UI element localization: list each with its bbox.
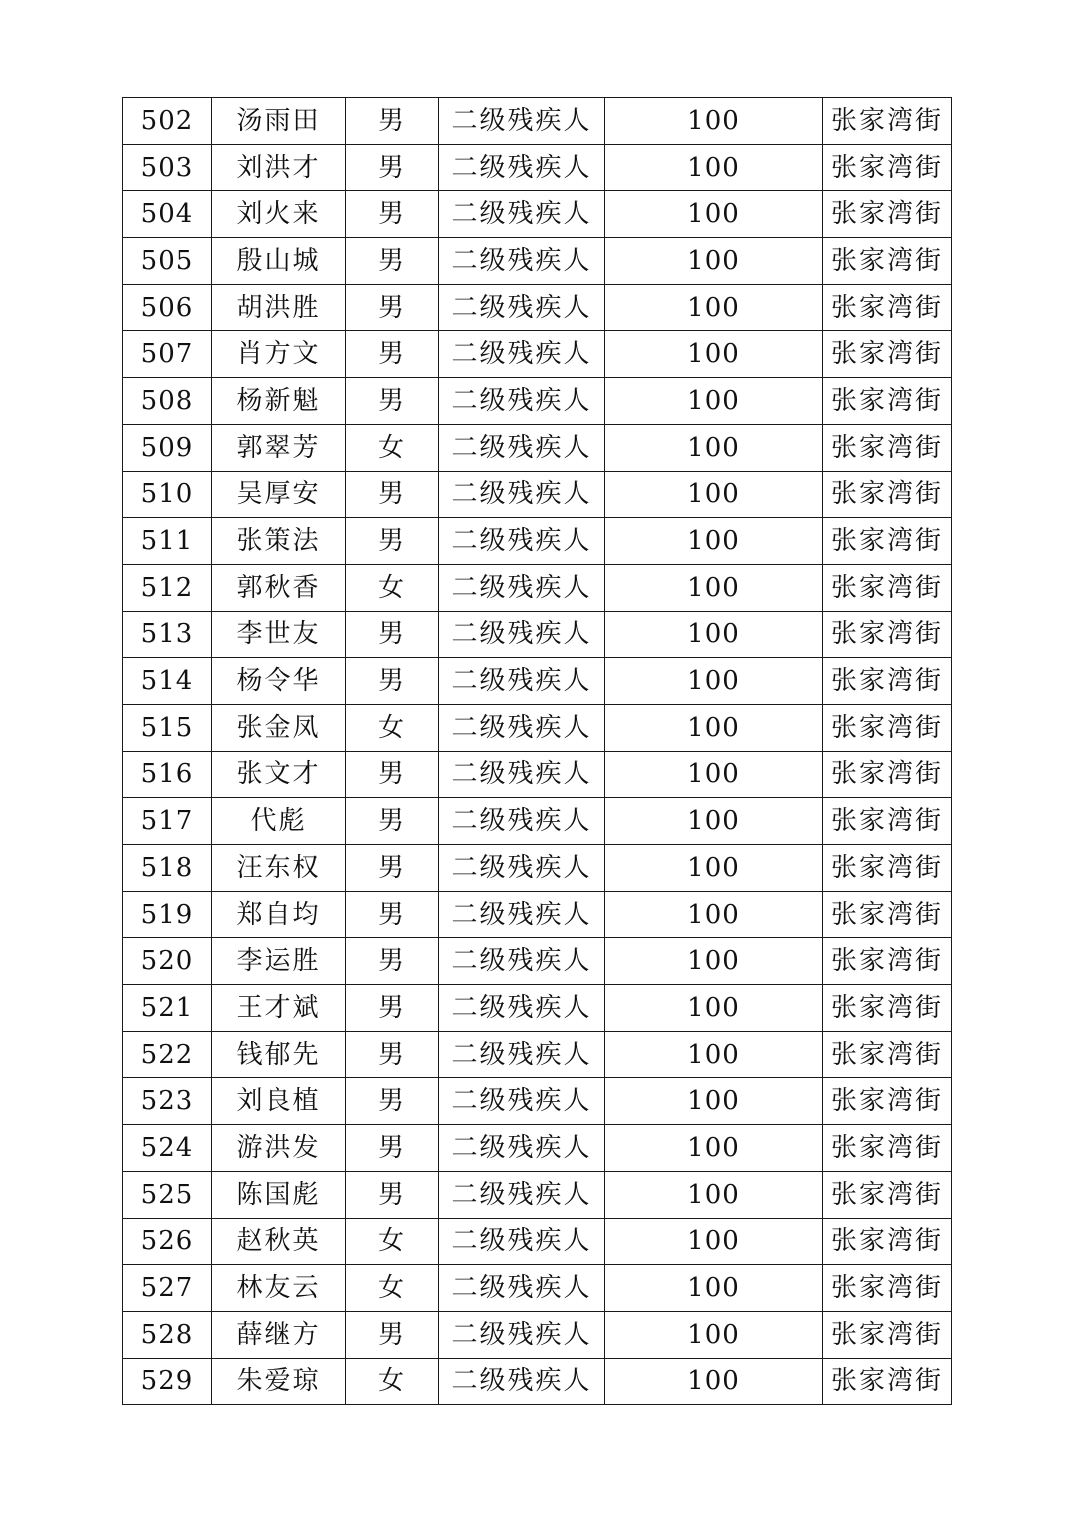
cell-gender: 男 [346,891,439,938]
cell-amount: 100 [605,891,823,938]
cell-name: 张金凤 [212,704,346,751]
cell-serial-number: 512 [123,564,212,611]
cell-name: 杨令华 [212,658,346,705]
cell-street: 张家湾街 [823,845,952,892]
cell-name: 汤雨田 [212,98,346,145]
cell-gender: 男 [346,98,439,145]
cell-disability-level: 二级残疾人 [439,1031,605,1078]
cell-gender: 男 [346,238,439,285]
cell-amount: 100 [605,1171,823,1218]
table-row [123,1311,952,1358]
cell-amount: 100 [605,564,823,611]
cell-amount: 100 [605,238,823,285]
cell-disability-level: 二级残疾人 [439,1125,605,1172]
cell-serial-number: 503 [123,144,212,191]
cell-name: 王才斌 [212,985,346,1032]
cell-serial-number: 514 [123,658,212,705]
cell-amount: 100 [605,658,823,705]
table-row [123,331,952,378]
cell-serial-number: 525 [123,1171,212,1218]
cell-gender: 男 [346,1031,439,1078]
cell-disability-level: 二级残疾人 [439,471,605,518]
cell-disability-level: 二级残疾人 [439,891,605,938]
cell-amount: 100 [605,611,823,658]
cell-disability-level: 二级残疾人 [439,938,605,985]
cell-disability-level: 二级残疾人 [439,658,605,705]
cell-amount: 100 [605,1311,823,1358]
cell-name: 林友云 [212,1265,346,1312]
cell-gender: 男 [346,845,439,892]
cell-serial-number: 509 [123,424,212,471]
cell-serial-number: 504 [123,191,212,238]
cell-serial-number: 508 [123,378,212,425]
table-row [123,985,952,1032]
table-row [123,518,952,565]
cell-gender: 男 [346,144,439,191]
cell-serial-number: 529 [123,1358,212,1405]
cell-street: 张家湾街 [823,1171,952,1218]
cell-name: 郭翠芳 [212,424,346,471]
cell-disability-level: 二级残疾人 [439,564,605,611]
cell-disability-level: 二级残疾人 [439,424,605,471]
cell-disability-level: 二级残疾人 [439,1171,605,1218]
cell-street: 张家湾街 [823,1311,952,1358]
cell-name: 刘洪才 [212,144,346,191]
cell-amount: 100 [605,1031,823,1078]
cell-street: 张家湾街 [823,424,952,471]
cell-serial-number: 521 [123,985,212,1032]
cell-disability-level: 二级残疾人 [439,238,605,285]
cell-gender: 男 [346,658,439,705]
cell-street: 张家湾街 [823,1218,952,1265]
cell-name: 汪东权 [212,845,346,892]
cell-disability-level: 二级残疾人 [439,1311,605,1358]
cell-serial-number: 511 [123,518,212,565]
table-row [123,704,952,751]
cell-amount: 100 [605,704,823,751]
cell-disability-level: 二级残疾人 [439,331,605,378]
table-row [123,378,952,425]
cell-name: 殷山城 [212,238,346,285]
cell-disability-level: 二级残疾人 [439,798,605,845]
cell-street: 张家湾街 [823,1265,952,1312]
cell-amount: 100 [605,471,823,518]
cell-serial-number: 522 [123,1031,212,1078]
cell-name: 赵秋英 [212,1218,346,1265]
table-row [123,1171,952,1218]
cell-gender: 男 [346,938,439,985]
cell-serial-number: 502 [123,98,212,145]
table-row [123,891,952,938]
cell-gender: 男 [346,191,439,238]
cell-gender: 女 [346,564,439,611]
cell-name: 胡洪胜 [212,284,346,331]
cell-name: 代彪 [212,798,346,845]
cell-disability-level: 二级残疾人 [439,751,605,798]
cell-name: 肖方文 [212,331,346,378]
cell-serial-number: 513 [123,611,212,658]
cell-amount: 100 [605,1358,823,1405]
cell-serial-number: 515 [123,704,212,751]
table-row [123,751,952,798]
cell-amount: 100 [605,378,823,425]
roster-table [122,97,952,1405]
cell-gender: 女 [346,704,439,751]
cell-street: 张家湾街 [823,891,952,938]
table-row [123,424,952,471]
cell-gender: 男 [346,471,439,518]
table-row [123,1031,952,1078]
roster-table-body [123,98,952,1405]
cell-street: 张家湾街 [823,471,952,518]
cell-disability-level: 二级残疾人 [439,1218,605,1265]
cell-gender: 女 [346,424,439,471]
cell-street: 张家湾街 [823,331,952,378]
cell-disability-level: 二级残疾人 [439,611,605,658]
cell-disability-level: 二级残疾人 [439,191,605,238]
cell-disability-level: 二级残疾人 [439,1078,605,1125]
cell-gender: 男 [346,284,439,331]
cell-amount: 100 [605,284,823,331]
cell-amount: 100 [605,1265,823,1312]
cell-street: 张家湾街 [823,238,952,285]
cell-street: 张家湾街 [823,1078,952,1125]
cell-gender: 男 [346,518,439,565]
cell-gender: 男 [346,1125,439,1172]
cell-street: 张家湾街 [823,1358,952,1405]
table-row [123,284,952,331]
table-row [123,238,952,285]
cell-street: 张家湾街 [823,518,952,565]
cell-serial-number: 506 [123,284,212,331]
cell-name: 吴厚安 [212,471,346,518]
cell-disability-level: 二级残疾人 [439,1358,605,1405]
cell-amount: 100 [605,938,823,985]
cell-serial-number: 519 [123,891,212,938]
cell-gender: 男 [346,798,439,845]
table-row [123,845,952,892]
table-row [123,564,952,611]
cell-street: 张家湾街 [823,378,952,425]
table-row [123,798,952,845]
table-row [123,938,952,985]
cell-gender: 女 [346,1265,439,1312]
cell-name: 张文才 [212,751,346,798]
cell-gender: 男 [346,1311,439,1358]
cell-disability-level: 二级残疾人 [439,284,605,331]
cell-amount: 100 [605,144,823,191]
cell-amount: 100 [605,1078,823,1125]
cell-amount: 100 [605,985,823,1032]
table-row [123,1078,952,1125]
table-row [123,658,952,705]
cell-street: 张家湾街 [823,704,952,751]
cell-name: 薛继方 [212,1311,346,1358]
cell-name: 郑自均 [212,891,346,938]
cell-name: 杨新魁 [212,378,346,425]
cell-serial-number: 518 [123,845,212,892]
cell-disability-level: 二级残疾人 [439,518,605,565]
table-row [123,191,952,238]
cell-street: 张家湾街 [823,98,952,145]
cell-gender: 女 [346,1358,439,1405]
cell-serial-number: 523 [123,1078,212,1125]
cell-gender: 男 [346,1171,439,1218]
table-row [123,144,952,191]
cell-street: 张家湾街 [823,1125,952,1172]
cell-gender: 男 [346,611,439,658]
cell-serial-number: 520 [123,938,212,985]
cell-name: 张策法 [212,518,346,565]
cell-amount: 100 [605,98,823,145]
cell-serial-number: 517 [123,798,212,845]
cell-street: 张家湾街 [823,284,952,331]
cell-street: 张家湾街 [823,751,952,798]
cell-gender: 男 [346,751,439,798]
table-row [123,1358,952,1405]
cell-gender: 男 [346,331,439,378]
cell-street: 张家湾街 [823,144,952,191]
cell-name: 钱郁先 [212,1031,346,1078]
table-row [123,98,952,145]
cell-name: 郭秋香 [212,564,346,611]
cell-disability-level: 二级残疾人 [439,985,605,1032]
cell-amount: 100 [605,1218,823,1265]
cell-street: 张家湾街 [823,191,952,238]
cell-serial-number: 510 [123,471,212,518]
cell-gender: 男 [346,1078,439,1125]
cell-amount: 100 [605,518,823,565]
cell-serial-number: 507 [123,331,212,378]
cell-amount: 100 [605,845,823,892]
table-row [123,1265,952,1312]
cell-gender: 男 [346,378,439,425]
cell-disability-level: 二级残疾人 [439,1265,605,1312]
cell-disability-level: 二级残疾人 [439,98,605,145]
cell-street: 张家湾街 [823,658,952,705]
cell-name: 李世友 [212,611,346,658]
cell-disability-level: 二级残疾人 [439,845,605,892]
table-row [123,611,952,658]
cell-serial-number: 527 [123,1265,212,1312]
cell-disability-level: 二级残疾人 [439,378,605,425]
cell-street: 张家湾街 [823,985,952,1032]
cell-serial-number: 526 [123,1218,212,1265]
cell-name: 游洪发 [212,1125,346,1172]
cell-amount: 100 [605,424,823,471]
cell-disability-level: 二级残疾人 [439,144,605,191]
cell-amount: 100 [605,1125,823,1172]
cell-name: 刘火来 [212,191,346,238]
cell-disability-level: 二级残疾人 [439,704,605,751]
table-row [123,471,952,518]
table-row [123,1218,952,1265]
cell-street: 张家湾街 [823,798,952,845]
cell-name: 陈国彪 [212,1171,346,1218]
cell-serial-number: 516 [123,751,212,798]
cell-gender: 女 [346,1218,439,1265]
cell-street: 张家湾街 [823,564,952,611]
cell-amount: 100 [605,191,823,238]
cell-street: 张家湾街 [823,611,952,658]
cell-street: 张家湾街 [823,1031,952,1078]
table-row [123,1125,952,1172]
cell-name: 刘良植 [212,1078,346,1125]
cell-amount: 100 [605,331,823,378]
cell-serial-number: 524 [123,1125,212,1172]
cell-serial-number: 505 [123,238,212,285]
cell-name: 朱爱琼 [212,1358,346,1405]
cell-gender: 男 [346,985,439,1032]
cell-name: 李运胜 [212,938,346,985]
cell-serial-number: 528 [123,1311,212,1358]
cell-amount: 100 [605,751,823,798]
cell-amount: 100 [605,798,823,845]
cell-street: 张家湾街 [823,938,952,985]
